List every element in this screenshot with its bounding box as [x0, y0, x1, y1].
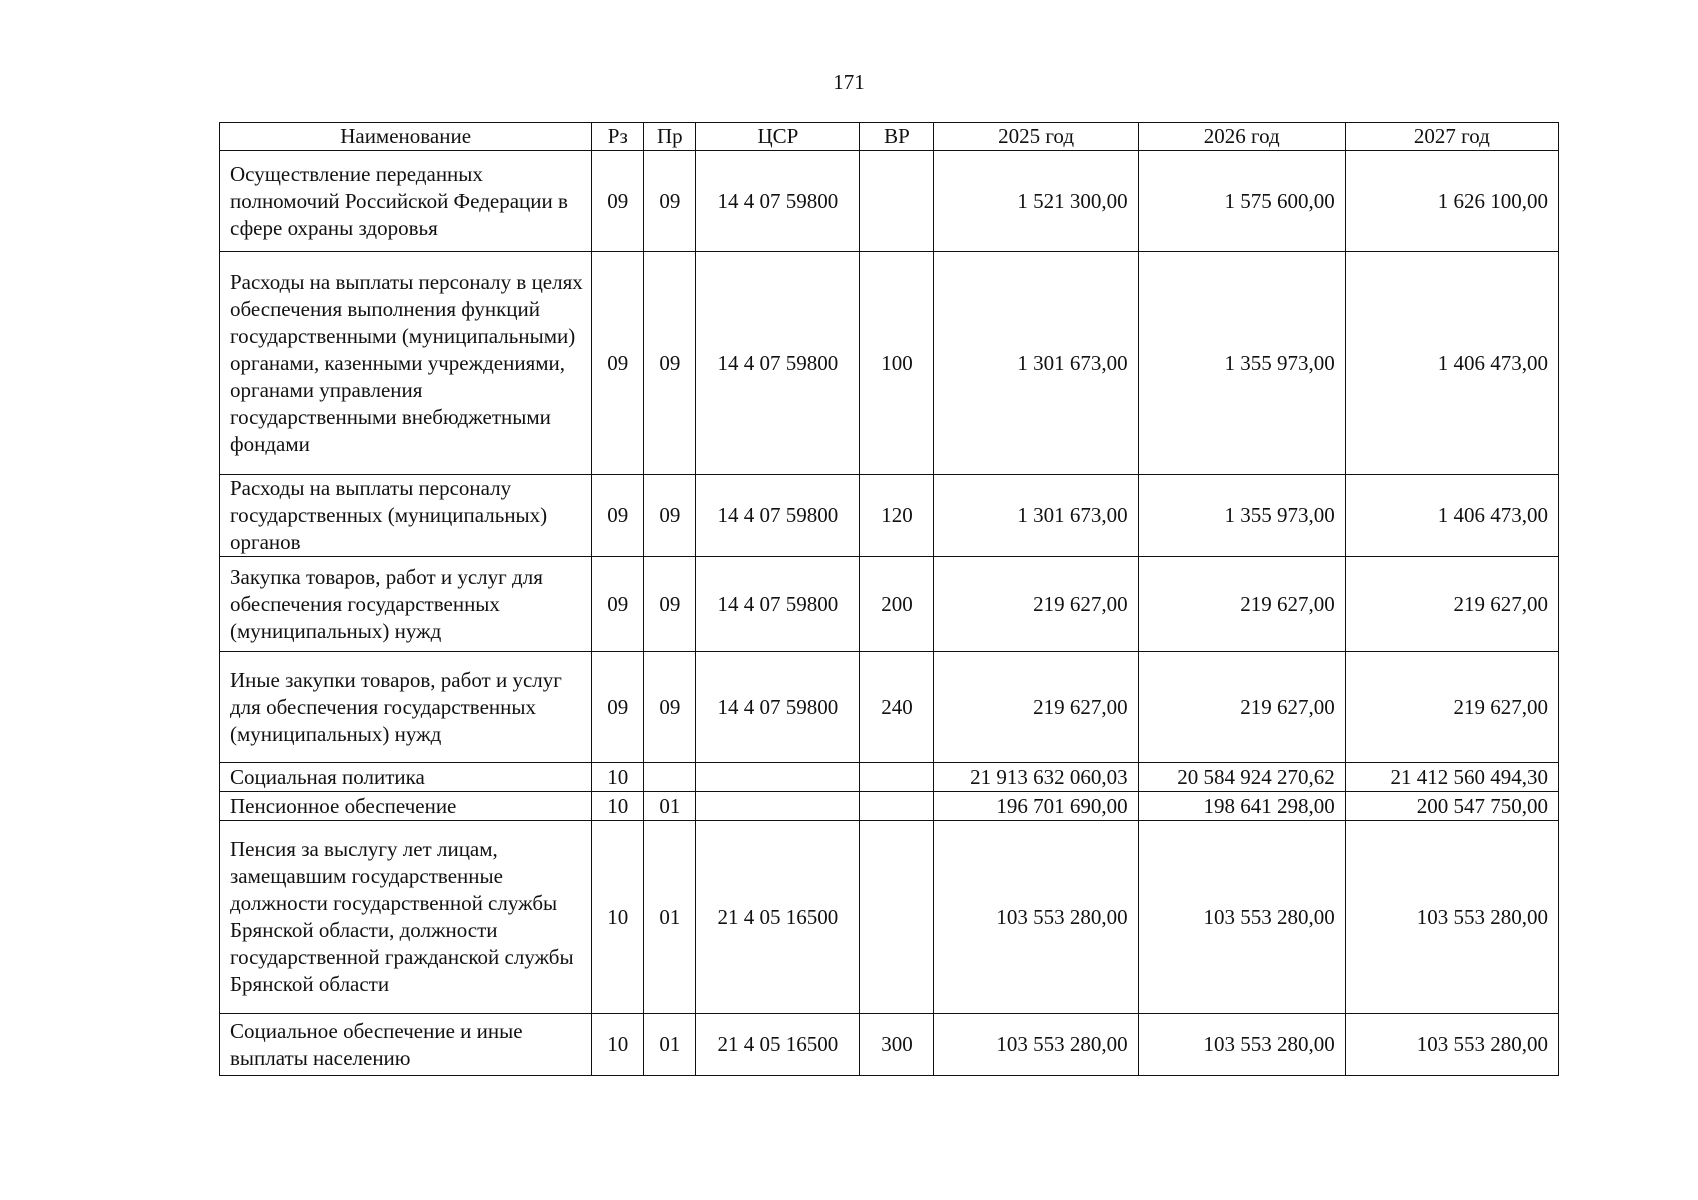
header-csr: ЦСР — [696, 123, 860, 151]
table-row — [220, 475, 1559, 557]
row-name: Расходы на выплаты персоналу государственных (муниципальных) органов — [220, 475, 592, 557]
page-number: 171 — [833, 70, 865, 94]
header-vr: ВР — [860, 123, 934, 151]
table-row — [220, 652, 1559, 763]
row-vr — [860, 792, 934, 821]
row-rz: 09 — [592, 652, 644, 763]
row-pr — [644, 763, 696, 792]
row-rz: 09 — [592, 475, 644, 557]
header-2026: 2026 год — [1138, 123, 1345, 151]
row-csr — [696, 763, 860, 792]
row-2027: 103 553 280,00 — [1345, 1014, 1558, 1076]
header-pr: Пр — [644, 123, 696, 151]
row-2027: 103 553 280,00 — [1345, 821, 1558, 1014]
row-pr: 09 — [644, 557, 696, 652]
row-2025: 219 627,00 — [934, 652, 1138, 763]
row-rz: 10 — [592, 792, 644, 821]
row-2025: 219 627,00 — [934, 557, 1138, 652]
row-2026: 1 355 973,00 — [1138, 475, 1345, 557]
row-2025: 1 301 673,00 — [934, 252, 1138, 475]
row-pr: 09 — [644, 475, 696, 557]
row-2025: 196 701 690,00 — [934, 792, 1138, 821]
table-header-row — [220, 123, 1559, 151]
row-pr: 09 — [644, 252, 696, 475]
budget-table — [219, 122, 1559, 1076]
table-row — [220, 557, 1559, 652]
row-pr: 01 — [644, 821, 696, 1014]
row-2026: 1 575 600,00 — [1138, 151, 1345, 252]
row-name: Социальная политика — [220, 763, 592, 792]
row-2026: 219 627,00 — [1138, 557, 1345, 652]
row-rz: 10 — [592, 763, 644, 792]
header-rz: Рз — [592, 123, 644, 151]
table-row — [220, 252, 1559, 475]
row-csr: 14 4 07 59800 — [696, 557, 860, 652]
row-2025: 103 553 280,00 — [934, 1014, 1138, 1076]
row-csr: 21 4 05 16500 — [696, 821, 860, 1014]
header-name: Наименование — [220, 123, 592, 151]
row-2027: 200 547 750,00 — [1345, 792, 1558, 821]
row-rz: 10 — [592, 821, 644, 1014]
table-row — [220, 792, 1559, 821]
row-rz: 09 — [592, 557, 644, 652]
row-csr: 14 4 07 59800 — [696, 151, 860, 252]
table-row — [220, 763, 1559, 792]
row-2025: 1 301 673,00 — [934, 475, 1138, 557]
row-2027: 219 627,00 — [1345, 557, 1558, 652]
row-vr: 240 — [860, 652, 934, 763]
row-2027: 21 412 560 494,30 — [1345, 763, 1558, 792]
row-pr: 09 — [644, 652, 696, 763]
row-pr: 09 — [644, 151, 696, 252]
row-2026: 20 584 924 270,62 — [1138, 763, 1345, 792]
row-2026: 219 627,00 — [1138, 652, 1345, 763]
row-2026: 103 553 280,00 — [1138, 821, 1345, 1014]
row-name: Осуществление переданных полномочий Российской Федерации в сфере охраны здоровья — [220, 151, 592, 252]
row-2025: 103 553 280,00 — [934, 821, 1138, 1014]
row-name: Иные закупки товаров, работ и услуг для обеспечения государственных (муниципальных) нужд — [220, 652, 592, 763]
row-rz: 09 — [592, 151, 644, 252]
row-2026: 103 553 280,00 — [1138, 1014, 1345, 1076]
row-2027: 1 406 473,00 — [1345, 252, 1558, 475]
row-pr: 01 — [644, 792, 696, 821]
row-2026: 1 355 973,00 — [1138, 252, 1345, 475]
row-vr: 200 — [860, 557, 934, 652]
row-vr — [860, 151, 934, 252]
row-2027: 219 627,00 — [1345, 652, 1558, 763]
row-csr: 21 4 05 16500 — [696, 1014, 860, 1076]
table-row — [220, 151, 1559, 252]
row-vr: 300 — [860, 1014, 934, 1076]
row-2025: 1 521 300,00 — [934, 151, 1138, 252]
row-name: Пенсионное обеспечение — [220, 792, 592, 821]
header-2027: 2027 год — [1345, 123, 1558, 151]
row-csr: 14 4 07 59800 — [696, 475, 860, 557]
row-pr: 01 — [644, 1014, 696, 1076]
row-name: Расходы на выплаты персоналу в целях обеспечения выполнения функций государственными (муниципальными) органами, казенными учреждениями, органами управления государственными внебюджетными фондами — [220, 252, 592, 475]
row-name: Социальное обеспечение и иные выплаты населению — [220, 1014, 592, 1076]
row-csr — [696, 792, 860, 821]
row-csr: 14 4 07 59800 — [696, 252, 860, 475]
row-vr — [860, 763, 934, 792]
row-rz: 10 — [592, 1014, 644, 1076]
row-name: Закупка товаров, работ и услуг для обеспечения государственных (муниципальных) нужд — [220, 557, 592, 652]
row-2027: 1 406 473,00 — [1345, 475, 1558, 557]
row-2026: 198 641 298,00 — [1138, 792, 1345, 821]
row-vr — [860, 821, 934, 1014]
row-name: Пенсия за выслугу лет лицам, замещавшим государственные должности государственной службы Брянской области, должности государственной гражданской службы Брянской области — [220, 821, 592, 1014]
row-2025: 21 913 632 060,03 — [934, 763, 1138, 792]
table-row — [220, 821, 1559, 1014]
header-2025: 2025 год — [934, 123, 1138, 151]
row-csr: 14 4 07 59800 — [696, 652, 860, 763]
row-vr: 100 — [860, 252, 934, 475]
row-2027: 1 626 100,00 — [1345, 151, 1558, 252]
table-row — [220, 1014, 1559, 1076]
row-rz: 09 — [592, 252, 644, 475]
row-vr: 120 — [860, 475, 934, 557]
